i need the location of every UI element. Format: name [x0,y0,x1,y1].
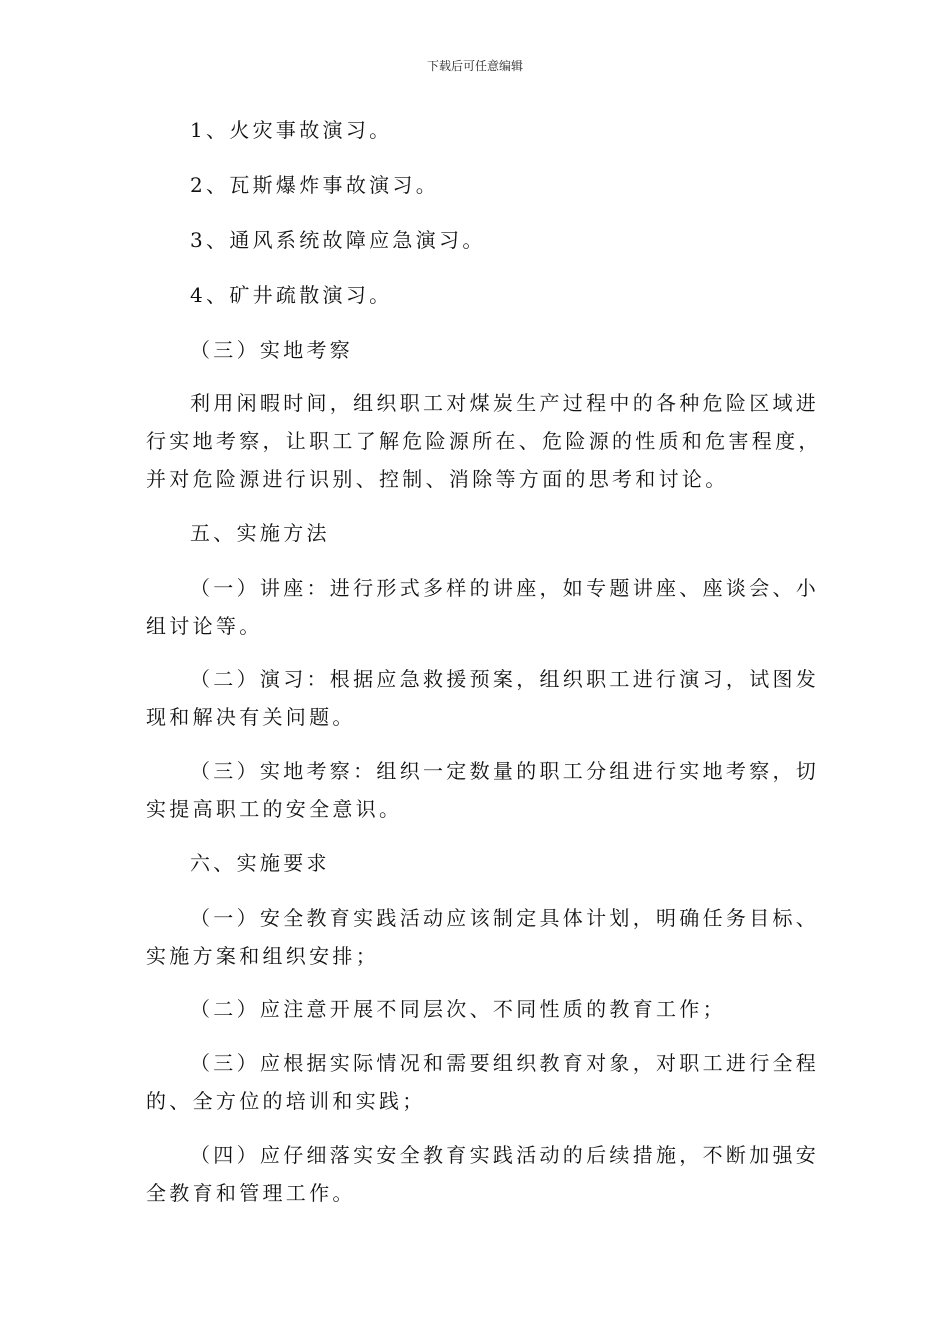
paragraph-line: （三）应根据实际情况和需要组织教育对象，对职工进行全程 [190,1051,820,1075]
paragraph-line: 的、全方位的培训和实践； [146,1089,426,1113]
paragraph-line: （二）应注意开展不同层次、不同性质的教育工作； [190,997,726,1021]
paragraph-line: （一）讲座：进行形式多样的讲座，如专题讲座、座谈会、小 [190,576,820,600]
paragraph-line: （三）实地考察：组织一定数量的职工分组进行实地考察，切 [190,759,820,783]
paragraph-line: 并对危险源进行识别、控制、消除等方面的思考和讨论。 [146,467,729,491]
paragraph-line: 实提高职工的安全意识。 [146,797,403,821]
drill-item-4: 4、矿井疏散演习。 [190,283,393,307]
subheading-field-inspection: （三）实地考察 [190,338,354,362]
paragraph-line: 组讨论等。 [146,614,263,638]
drill-item-2: 2、瓦斯爆炸事故演习。 [190,173,440,197]
paragraph-line: 利用闲暇时间，组织职工对煤炭生产过程中的各种危险区域进 [190,391,820,415]
section-heading-methods: 五、实施方法 [190,521,330,545]
paragraph-line: （四）应仔细落实安全教育实践活动的后续措施，不断加强安 [190,1143,820,1167]
paragraph-line: （一）安全教育实践活动应该制定具体计划，明确任务目标、 [190,906,820,930]
paragraph-line: 实施方案和组织安排； [146,944,379,968]
paragraph-line: （二）演习：根据应急救援预案，组织职工进行演习，试图发 [190,667,820,691]
paragraph-line: 现和解决有关问题。 [146,705,356,729]
paragraph-line: 全教育和管理工作。 [146,1181,356,1205]
section-heading-requirements: 六、实施要求 [190,851,330,875]
drill-item-1: 1、火灾事故演习。 [190,118,393,142]
page-header-note: 下载后可任意编辑 [426,59,523,73]
paragraph-line: 行实地考察，让职工了解危险源所在、危险源的性质和危害程度， [146,429,822,453]
drill-item-3: 3、通风系统故障应急演习。 [190,228,486,252]
